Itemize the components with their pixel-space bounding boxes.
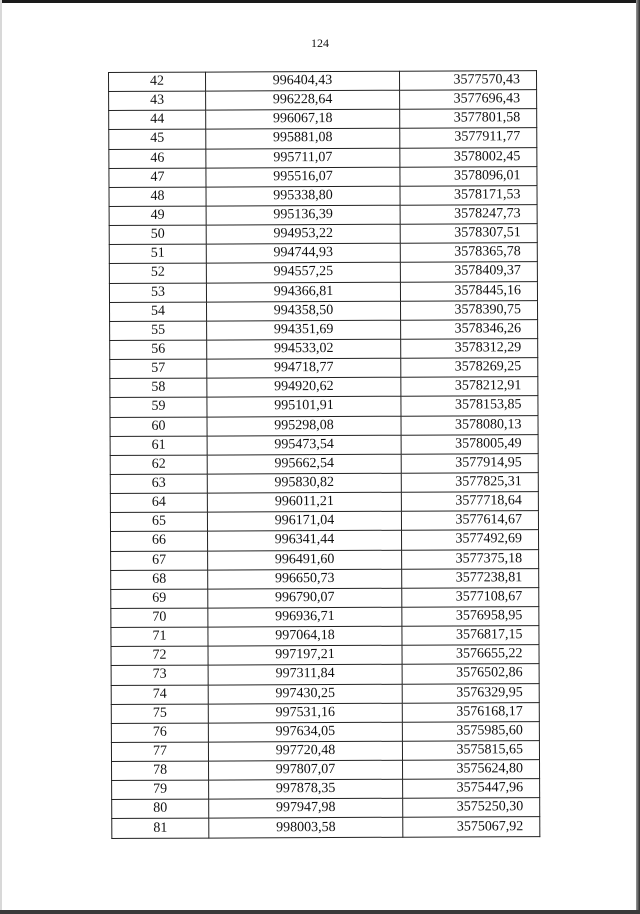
scan-edge-bottom: [0, 910, 640, 914]
x-coordinate-cell: 997634,05: [208, 722, 402, 742]
y-coordinate-cell: 3578365,78: [400, 243, 537, 263]
y-coordinate-cell: 3577614,67: [401, 511, 538, 531]
point-number-cell: 61: [110, 436, 207, 456]
point-number-cell: 57: [110, 359, 207, 379]
y-coordinate-cell: 3576168,17: [402, 702, 539, 722]
x-coordinate-cell: 994557,25: [206, 263, 400, 283]
x-coordinate-cell: 997878,35: [209, 779, 403, 799]
point-number-cell: 70: [111, 608, 208, 628]
point-number-cell: 79: [112, 780, 209, 800]
y-coordinate-cell: 3577570,43: [399, 71, 536, 91]
y-coordinate-cell: 3577375,18: [402, 549, 539, 569]
y-coordinate-cell: 3578005,49: [401, 434, 538, 454]
point-number-cell: 68: [111, 570, 208, 590]
table-row: [109, 243, 537, 264]
point-number-cell: 64: [110, 493, 207, 513]
table-row: [109, 185, 537, 206]
y-coordinate-cell: 3575067,92: [403, 817, 540, 837]
x-coordinate-cell: 996341,44: [208, 531, 402, 551]
y-coordinate-cell: 3577718,64: [401, 492, 538, 512]
table-row: [109, 147, 537, 168]
x-coordinate-cell: 995830,82: [207, 473, 401, 493]
x-coordinate-cell: 995101,91: [207, 397, 401, 417]
point-number-cell: 44: [109, 110, 206, 130]
y-coordinate-cell: 3576817,15: [402, 626, 539, 646]
table-row: [110, 415, 538, 436]
table-row: [112, 760, 540, 781]
point-number-cell: 80: [112, 799, 209, 819]
point-number-cell: 42: [109, 72, 206, 92]
table-row: [110, 453, 538, 474]
point-number-cell: 43: [109, 91, 206, 111]
table-row: [109, 262, 537, 283]
table-row: [111, 626, 539, 647]
table-row: [111, 741, 539, 762]
x-coordinate-cell: 997531,16: [208, 703, 402, 723]
table-row: [110, 358, 538, 379]
point-number-cell: 81: [112, 819, 209, 839]
y-coordinate-cell: 3578409,37: [400, 262, 537, 282]
point-number-cell: 53: [109, 283, 206, 303]
point-number-cell: 73: [111, 665, 208, 685]
point-number-cell: 69: [111, 589, 208, 609]
x-coordinate-cell: 996067,18: [206, 110, 400, 130]
point-number-cell: 66: [111, 531, 208, 551]
table-row: [112, 817, 540, 838]
x-coordinate-cell: 995136,39: [206, 205, 400, 225]
table-row: [111, 568, 539, 589]
point-number-cell: 47: [109, 168, 206, 188]
x-coordinate-cell: 994953,22: [206, 224, 400, 244]
y-coordinate-cell: 3578346,26: [401, 319, 538, 339]
x-coordinate-cell: 995881,08: [206, 129, 400, 149]
point-number-cell: 48: [109, 187, 206, 207]
table-row: [110, 492, 538, 513]
x-coordinate-cell: 996491,60: [208, 550, 402, 570]
y-coordinate-cell: 3576502,86: [402, 664, 539, 684]
y-coordinate-cell: 3578002,45: [400, 147, 537, 167]
coordinates-table-body: [109, 71, 540, 838]
x-coordinate-cell: 995298,08: [207, 416, 401, 436]
y-coordinate-cell: 3578312,29: [401, 339, 538, 359]
point-number-cell: 58: [110, 378, 207, 398]
x-coordinate-cell: 997947,98: [209, 799, 403, 819]
point-number-cell: 59: [110, 397, 207, 417]
point-number-cell: 49: [109, 206, 206, 226]
table-row: [110, 396, 538, 417]
y-coordinate-cell: 3578171,53: [400, 185, 537, 205]
y-coordinate-cell: 3578096,01: [400, 166, 537, 186]
table-row: [110, 319, 538, 340]
y-coordinate-cell: 3578080,13: [401, 415, 538, 435]
point-number-cell: 52: [109, 263, 206, 283]
table-row: [110, 434, 538, 455]
y-coordinate-cell: 3575985,60: [402, 721, 539, 741]
y-coordinate-cell: 3575447,96: [403, 779, 540, 799]
point-number-cell: 60: [110, 417, 207, 437]
x-coordinate-cell: 996171,04: [207, 511, 401, 531]
x-coordinate-cell: 994744,93: [206, 243, 400, 263]
x-coordinate-cell: 996011,21: [207, 492, 401, 512]
page-number: 124: [311, 36, 329, 50]
y-coordinate-cell: 3577108,67: [402, 587, 539, 607]
x-coordinate-cell: 997720,48: [208, 741, 402, 761]
y-coordinate-cell: 3576958,95: [402, 607, 539, 627]
x-coordinate-cell: 994920,62: [207, 377, 401, 397]
table-row: [111, 530, 539, 551]
y-coordinate-cell: 3577911,77: [400, 128, 537, 148]
x-coordinate-cell: 994358,50: [207, 301, 401, 321]
y-coordinate-cell: 3575250,30: [403, 798, 540, 818]
y-coordinate-cell: 3577914,95: [401, 453, 538, 473]
table-row: [112, 798, 540, 819]
point-number-cell: 76: [111, 723, 208, 743]
x-coordinate-cell: 996404,43: [206, 71, 400, 91]
table-row: [109, 224, 537, 245]
point-number-cell: 54: [110, 302, 207, 322]
y-coordinate-cell: 3578247,73: [400, 205, 537, 225]
y-coordinate-cell: 3577801,58: [400, 109, 537, 129]
y-coordinate-cell: 3578307,51: [400, 224, 537, 244]
x-coordinate-cell: 997807,07: [209, 760, 403, 780]
table-row: [111, 645, 539, 666]
y-coordinate-cell: 3577825,31: [401, 473, 538, 493]
point-number-cell: 77: [111, 742, 208, 762]
point-number-cell: 56: [110, 340, 207, 360]
x-coordinate-cell: 997064,18: [208, 626, 402, 646]
x-coordinate-cell: 995711,07: [206, 148, 400, 168]
x-coordinate-cell: 994366,81: [206, 282, 400, 302]
table-row: [111, 683, 539, 704]
table-row: [109, 166, 537, 187]
x-coordinate-cell: 998003,58: [209, 818, 403, 838]
table-row: [112, 779, 540, 800]
table-row: [109, 71, 537, 92]
point-number-cell: 55: [110, 321, 207, 341]
y-coordinate-cell: 3575624,80: [403, 760, 540, 780]
x-coordinate-cell: 997311,84: [208, 665, 402, 685]
table-row: [111, 549, 539, 570]
table-row: [109, 90, 537, 111]
point-number-cell: 50: [109, 225, 206, 245]
x-coordinate-cell: 996228,64: [206, 90, 400, 110]
y-coordinate-cell: 3578212,91: [401, 377, 538, 397]
x-coordinate-cell: 995516,07: [206, 167, 400, 187]
table-row: [109, 128, 537, 149]
table-row: [111, 721, 539, 742]
table-row: [110, 300, 538, 321]
table-row: [110, 377, 538, 398]
x-coordinate-cell: 994718,77: [207, 358, 401, 378]
point-number-cell: 74: [111, 685, 208, 705]
x-coordinate-cell: 995473,54: [207, 435, 401, 455]
table-row: [111, 664, 539, 685]
table-row: [111, 702, 539, 723]
point-number-cell: 78: [112, 761, 209, 781]
scan-edge-left: [0, 0, 2, 914]
table-row: [111, 587, 539, 608]
y-coordinate-cell: 3577696,43: [400, 90, 537, 110]
table-row: [110, 339, 538, 360]
y-coordinate-cell: 3575815,65: [402, 741, 539, 761]
x-coordinate-cell: 996650,73: [208, 569, 402, 589]
scan-edge-top: [0, 0, 640, 3]
point-number-cell: 72: [111, 646, 208, 666]
point-number-cell: 71: [111, 627, 208, 647]
table-row: [111, 607, 539, 628]
x-coordinate-cell: 996790,07: [208, 588, 402, 608]
x-coordinate-cell: 996936,71: [208, 607, 402, 627]
point-number-cell: 62: [110, 455, 207, 475]
table-row: [110, 511, 538, 532]
y-coordinate-cell: 3578390,75: [401, 300, 538, 320]
table-row: [109, 205, 537, 226]
y-coordinate-cell: 3577238,81: [402, 568, 539, 588]
coordinates-table: [108, 70, 540, 838]
table-row: [109, 109, 537, 130]
x-coordinate-cell: 997197,21: [208, 645, 402, 665]
x-coordinate-cell: 997430,25: [208, 684, 402, 704]
y-coordinate-cell: 3577492,69: [402, 530, 539, 550]
point-number-cell: 51: [109, 244, 206, 264]
y-coordinate-cell: 3576655,22: [402, 645, 539, 665]
point-number-cell: 75: [111, 704, 208, 724]
x-coordinate-cell: 995662,54: [207, 454, 401, 474]
y-coordinate-cell: 3578445,16: [400, 281, 537, 301]
y-coordinate-cell: 3576329,95: [402, 683, 539, 703]
scan-edge-right: [636, 0, 640, 914]
point-number-cell: 45: [109, 129, 206, 149]
x-coordinate-cell: 994533,02: [207, 339, 401, 359]
point-number-cell: 67: [111, 551, 208, 571]
y-coordinate-cell: 3578269,25: [401, 358, 538, 378]
point-number-cell: 65: [110, 512, 207, 532]
x-coordinate-cell: 994351,69: [207, 320, 401, 340]
table-row: [110, 473, 538, 494]
point-number-cell: 63: [110, 474, 207, 494]
y-coordinate-cell: 3578153,85: [401, 396, 538, 416]
point-number-cell: 46: [109, 149, 206, 169]
x-coordinate-cell: 995338,80: [206, 186, 400, 206]
table-row: [109, 281, 537, 302]
